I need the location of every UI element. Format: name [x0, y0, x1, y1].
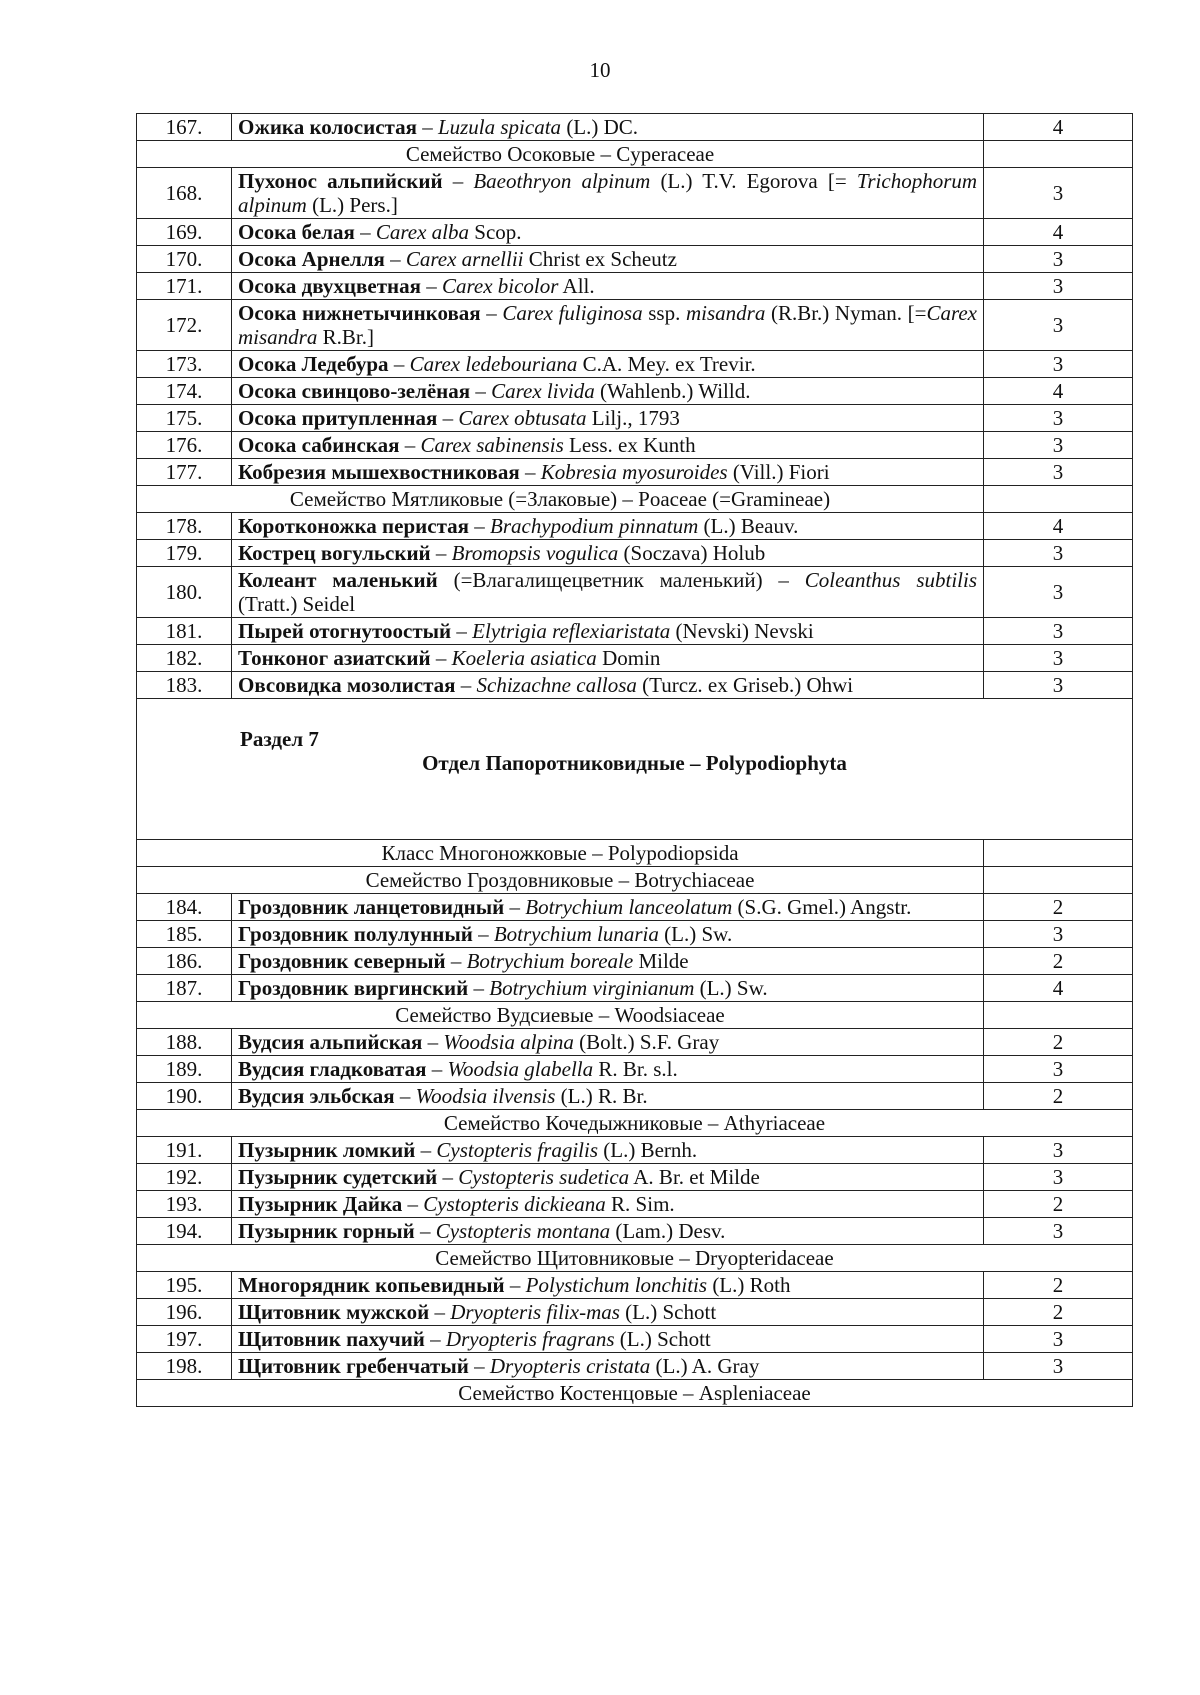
row-number: 167. — [137, 114, 232, 141]
row-number: 183. — [137, 672, 232, 699]
species-name-ru: Вудсия альпийская — [238, 1030, 423, 1054]
species-author: (L.) R. Br. — [560, 1084, 648, 1108]
family-row — [137, 1002, 1133, 1029]
table-row — [137, 273, 1133, 300]
species-name-latin: Carex livida — [491, 379, 595, 403]
table-row — [137, 1191, 1133, 1218]
species-name-latin: Cystopteris sudetica — [458, 1165, 630, 1189]
table-row — [137, 114, 1133, 141]
species-name-ru: Овсовидка мозолистая — [238, 673, 456, 697]
rarity-category: 3 — [984, 1056, 1133, 1083]
rarity-category: 4 — [984, 378, 1133, 405]
rarity-category: 4 — [984, 114, 1133, 141]
species-name-cell: Пузырник Дайка – Cystopteris dickieana R. Sim. — [232, 1191, 984, 1218]
species-name-cell: Пырей отогнутоостый – Elytrigia reflexiaristata (Nevski) Nevski — [232, 618, 984, 645]
species-name-latin: Coleanthus subtilis — [804, 568, 978, 592]
species-name-ru: Щитовник мужской — [238, 1300, 430, 1324]
table-row — [137, 1083, 1133, 1110]
species-name-ru: Пырей отогнутоостый — [238, 619, 452, 643]
table-row — [137, 459, 1133, 486]
species-name-cell: Пузырник судетский – Cystopteris sudetica A. Br. et Milde — [232, 1164, 984, 1191]
species-name-cell: Пухонос альпийский – Baeothryon alpinum (L.) T.V. Egorova [= Trichophorum alpinum (L.) Pers.] — [232, 168, 984, 219]
species-name-latin: Dryopteris cristata — [489, 1354, 651, 1378]
species-author: Less. ex Kunth — [569, 433, 696, 457]
species-name-cell: Кострец вогульский – Bromopsis vogulica (Soczava) Holub — [232, 540, 984, 567]
species-name-cell: Вудсия альпийская – Woodsia alpina (Bolt.) S.F. Gray — [232, 1029, 984, 1056]
species-name-cell: Осока сабинская – Carex sabinensis Less. ex Kunth — [232, 432, 984, 459]
table-row — [137, 405, 1133, 432]
table-row — [137, 351, 1133, 378]
row-number: 170. — [137, 246, 232, 273]
species-author: Domin — [602, 646, 661, 670]
row-number: 193. — [137, 1191, 232, 1218]
table-row — [137, 1326, 1133, 1353]
family-row — [137, 840, 1133, 867]
species-author: (Tratt.) Seidel — [238, 592, 356, 616]
species-author: (Wahlenb.) Willd. — [600, 379, 751, 403]
row-number: 174. — [137, 378, 232, 405]
species-name-cell: Осока белая – Carex alba Scop. — [232, 219, 984, 246]
species-author: (Soczava) Holub — [623, 541, 766, 565]
row-number: 191. — [137, 1137, 232, 1164]
species-author: (Bolt.) S.F. Gray — [579, 1030, 720, 1054]
table-row — [137, 894, 1133, 921]
rarity-category: 3 — [984, 540, 1133, 567]
rarity-category: 2 — [984, 1272, 1133, 1299]
species-author: ssp. — [648, 301, 681, 325]
species-author: C.A. Mey. ex Trevir. — [582, 352, 756, 376]
species-name-latin: Koeleria asiatica — [451, 646, 597, 670]
species-name-ru: Пузырник горный — [238, 1219, 415, 1243]
row-number: 176. — [137, 432, 232, 459]
species-name-ru: Пузырник ломкий — [238, 1138, 416, 1162]
table-row — [137, 246, 1133, 273]
species-author: (L.) Bernh. — [603, 1138, 698, 1162]
species-author: Christ ex Scheutz — [528, 247, 677, 271]
section-title: Отдел Папоротниковидные – Polypodiophyta — [422, 751, 847, 775]
table-body-after — [137, 840, 1133, 1407]
species-synonym2-latin: Carex misandra — [238, 301, 977, 349]
rarity-category: 2 — [984, 1191, 1133, 1218]
species-author: (Turcz. ex Griseb.) Ohwi — [642, 673, 854, 697]
table-row — [137, 1353, 1133, 1380]
species-name-latin: Cystopteris fragilis — [436, 1138, 598, 1162]
species-name-cell: Колеант маленький (=Влагалищецветник маленький) – Coleanthus subtilis (Tratt.) Seidel — [232, 567, 984, 618]
species-author: (Vill.) Fiori — [732, 460, 830, 484]
species-name-ru: Пузырник Дайка — [238, 1192, 403, 1216]
species-name-latin: Bromopsis vogulica — [451, 541, 619, 565]
table-row — [137, 168, 1133, 219]
species-name-ru: Осока сабинская — [238, 433, 400, 457]
species-name-latin: Elytrigia reflexiaristata — [472, 619, 671, 643]
family-row — [137, 1245, 1133, 1272]
table-row — [137, 921, 1133, 948]
species-synonym-author: (R.Br.) Nyman. [= — [770, 301, 927, 325]
species-name-ru: Вудсия гладковатая — [238, 1057, 427, 1081]
row-number: 179. — [137, 540, 232, 567]
species-name-latin: Botrychium boreale — [466, 949, 634, 973]
rarity-category: 3 — [984, 432, 1133, 459]
species-author: R. Sim. — [611, 1192, 675, 1216]
species-name-ru: Осока двухцветная — [238, 274, 421, 298]
species-author: (L.) Beauv. — [703, 514, 799, 538]
species-name-cell: Ожика колосистая – Luzula spicata (L.) DC. — [232, 114, 984, 141]
species-synonym-latin: misandra — [685, 301, 766, 325]
species-name-cell: Кобрезия мышехвостниковая – Kobresia myosuroides (Vill.) Fiori — [232, 459, 984, 486]
species-author: Milde — [638, 949, 689, 973]
species-name-latin: Woodsia ilvensis — [415, 1084, 556, 1108]
rarity-category: 3 — [984, 672, 1133, 699]
species-author: (L.) Schott — [619, 1327, 711, 1351]
family-row — [137, 1380, 1133, 1407]
row-number: 192. — [137, 1164, 232, 1191]
species-author: (S.G. Gmel.) Angstr. — [737, 895, 912, 919]
row-number: 197. — [137, 1326, 232, 1353]
family-category-cell — [984, 840, 1133, 867]
species-name-cell: Щитовник мужской – Dryopteris filix-mas (L.) Schott — [232, 1299, 984, 1326]
table-row — [137, 1029, 1133, 1056]
table-row — [137, 219, 1133, 246]
species-name-latin: Carex fuliginosa — [502, 301, 643, 325]
species-name-ru: Коротконожка перистая — [238, 514, 470, 538]
row-number: 198. — [137, 1353, 232, 1380]
species-name-cell: Гроздовник северный – Botrychium boreale Milde — [232, 948, 984, 975]
species-name-ru: Осока белая — [238, 220, 355, 244]
species-name-ru: Гроздовник северный — [238, 949, 446, 973]
rarity-category: 2 — [984, 1083, 1133, 1110]
species-name-latin: Botrychium lunaria — [493, 922, 659, 946]
species-name-cell: Щитовник пахучий – Dryopteris fragrans (L.) Schott — [232, 1326, 984, 1353]
species-name-latin: Carex alba — [375, 220, 470, 244]
family-name: Семейство Кочедыжниковые – Athyriaceae — [137, 1110, 1133, 1137]
family-category-cell — [984, 1002, 1133, 1029]
family-name: Семейство Щитовниковые – Dryopteridaceae — [137, 1245, 1133, 1272]
species-synonym-author: (L.) Pers.] — [312, 193, 398, 217]
family-name: Семейство Мятликовые (=Злаковые) – Poaceae (=Gramineae) — [137, 486, 984, 513]
table-row — [137, 1164, 1133, 1191]
rarity-category: 4 — [984, 219, 1133, 246]
rarity-category: 2 — [984, 894, 1133, 921]
species-name-latin: Carex arnellii — [405, 247, 524, 271]
species-name-latin: Carex sabinensis — [420, 433, 564, 457]
rarity-category: 2 — [984, 1299, 1133, 1326]
species-name-ru: Осока Арнелля — [238, 247, 385, 271]
section-cell — [137, 699, 1133, 840]
species-name-latin: Cystopteris montana — [435, 1219, 611, 1243]
rarity-category: 3 — [984, 1326, 1133, 1353]
species-name-cell: Гроздовник ланцетовидный – Botrychium lanceolatum (S.G. Gmel.) Angstr. — [232, 894, 984, 921]
species-name-latin: Kobresia myosuroides — [540, 460, 728, 484]
species-name-cell: Многорядник копьевидный – Polystichum lonchitis (L.) Roth — [232, 1272, 984, 1299]
table-row — [137, 948, 1133, 975]
species-author: (L.) DC. — [566, 115, 639, 139]
species-name-ru: Кострец вогульский — [238, 541, 431, 565]
family-category-cell — [984, 486, 1133, 513]
row-number: 169. — [137, 219, 232, 246]
species-name-ru: Тонконог азиатский — [238, 646, 431, 670]
species-name-cell: Коротконожка перистая – Brachypodium pinnatum (L.) Beauv. — [232, 513, 984, 540]
family-name: Семейство Осоковые – Cyperaceae — [137, 141, 984, 168]
species-name-ru: Гроздовник ланцетовидный — [238, 895, 505, 919]
species-name-latin: Polystichum lonchitis — [525, 1273, 708, 1297]
row-number: 177. — [137, 459, 232, 486]
row-number: 187. — [137, 975, 232, 1002]
rarity-category: 3 — [984, 459, 1133, 486]
family-name: Семейство Вудсиевые – Woodsiaceae — [137, 1002, 984, 1029]
rarity-category: 3 — [984, 351, 1133, 378]
table-row — [137, 1056, 1133, 1083]
family-row — [137, 486, 1133, 513]
row-number: 181. — [137, 618, 232, 645]
species-name-cell: Пузырник горный – Cystopteris montana (Lam.) Desv. — [232, 1218, 984, 1245]
species-name-latin: Carex obtusata — [458, 406, 587, 430]
table-row — [137, 513, 1133, 540]
species-name-latin: Brachypodium pinnatum — [490, 514, 699, 538]
family-row — [137, 867, 1133, 894]
species-name-latin: Dryopteris filix-mas — [450, 1300, 620, 1324]
species-name-cell: Тонконог азиатский – Koeleria asiatica Domin — [232, 645, 984, 672]
table-row — [137, 1218, 1133, 1245]
species-author: (L.) T.V. Egorova [= — [660, 169, 847, 193]
rarity-category: 3 — [984, 405, 1133, 432]
species-name-cell: Пузырник ломкий – Cystopteris fragilis (L.) Bernh. — [232, 1137, 984, 1164]
row-number: 173. — [137, 351, 232, 378]
species-name-latin: Cystopteris dickieana — [423, 1192, 606, 1216]
species-name-ru: Гроздовник полулунный — [238, 922, 473, 946]
family-row — [137, 1110, 1133, 1137]
row-number: 195. — [137, 1272, 232, 1299]
species-name-ru: Осока свинцово-зелёная — [238, 379, 471, 403]
family-row — [137, 141, 1133, 168]
rarity-category: 4 — [984, 975, 1133, 1002]
rarity-category: 3 — [984, 1353, 1133, 1380]
species-name-cell: Осока Ледебура – Carex ledebouriana C.A. Mey. ex Trevir. — [232, 351, 984, 378]
table-row — [137, 645, 1133, 672]
table-row — [137, 975, 1133, 1002]
species-name-ru: Колеант маленький — [238, 568, 438, 592]
species-name-ru: Ожика колосистая — [238, 115, 417, 139]
page-number: 10 — [589, 58, 611, 82]
family-category-cell — [984, 141, 1133, 168]
species-name-ru: Осока Ледебура — [238, 352, 389, 376]
species-author: (L.) A. Gray — [655, 1354, 760, 1378]
species-name-latin: Schizachne callosa — [476, 673, 637, 697]
species-name-latin: Carex ledebouriana — [409, 352, 578, 376]
species-author: (L.) Sw. — [664, 922, 733, 946]
rarity-category: 3 — [984, 645, 1133, 672]
species-name-latin: Carex bicolor — [441, 274, 559, 298]
table-row — [137, 540, 1133, 567]
species-name-cell: Вудсия гладковатая – Woodsia glabella R. Br. s.l. — [232, 1056, 984, 1083]
species-author: (L.) Roth — [712, 1273, 791, 1297]
table-row — [137, 672, 1133, 699]
species-synonym2-author: R.Br.] — [322, 325, 374, 349]
table-row — [137, 378, 1133, 405]
family-name: Семейство Костенцовые – Aspleniaceae — [137, 1380, 1133, 1407]
species-synonym-latin: Trichophorum alpinum — [238, 169, 978, 217]
species-table — [136, 113, 1133, 1407]
species-name-cell: Осока нижнетычинковая – Carex fuliginosa ssp. misandra (R.Br.) Nyman. [=Carex misandra R.Br.] — [232, 300, 984, 351]
row-number: 184. — [137, 894, 232, 921]
table-row — [137, 1137, 1133, 1164]
species-name-alt: (=Влагалищецветник маленький) — [453, 568, 763, 592]
species-name-ru: Щитовник гребенчатый — [238, 1354, 469, 1378]
row-number: 189. — [137, 1056, 232, 1083]
section-label: Раздел 7 — [240, 727, 319, 751]
species-name-latin: Baeothryon alpinum — [473, 169, 651, 193]
table-row — [137, 618, 1133, 645]
rarity-category: 3 — [984, 168, 1133, 219]
row-number: 190. — [137, 1083, 232, 1110]
species-name-cell: Овсовидка мозолистая – Schizachne callosa (Turcz. ex Griseb.) Ohwi — [232, 672, 984, 699]
species-name-ru: Вудсия эльбская — [238, 1084, 395, 1108]
species-name-cell: Щитовник гребенчатый – Dryopteris cristata (L.) A. Gray — [232, 1353, 984, 1380]
table-row — [137, 1272, 1133, 1299]
rarity-category: 2 — [984, 948, 1133, 975]
row-number: 185. — [137, 921, 232, 948]
species-name-cell: Осока свинцово-зелёная – Carex livida (Wahlenb.) Willd. — [232, 378, 984, 405]
species-name-ru: Многорядник копьевидный — [238, 1273, 505, 1297]
rarity-category: 3 — [984, 246, 1133, 273]
rarity-category: 3 — [984, 1164, 1133, 1191]
species-author: (Nevski) Nevski — [675, 619, 814, 643]
row-number: 186. — [137, 948, 232, 975]
species-name-latin: Dryopteris fragrans — [445, 1327, 615, 1351]
row-number: 175. — [137, 405, 232, 432]
species-name-cell: Осока Арнелля – Carex arnellii Christ ex Scheutz — [232, 246, 984, 273]
rarity-category: 3 — [984, 567, 1133, 618]
rarity-category: 3 — [984, 300, 1133, 351]
species-name-latin: Woodsia alpina — [443, 1030, 574, 1054]
rarity-category: 3 — [984, 273, 1133, 300]
species-name-latin: Woodsia glabella — [447, 1057, 594, 1081]
row-number: 178. — [137, 513, 232, 540]
row-number: 172. — [137, 300, 232, 351]
family-name: Семейство Гроздовниковые – Botrychiaceae — [137, 867, 984, 894]
species-name-ru: Осока нижнетычинковая — [238, 301, 481, 325]
family-name: Класс Многоножковые – Polypodiopsida — [137, 840, 984, 867]
species-name-ru: Пузырник судетский — [238, 1165, 438, 1189]
species-author: (Lam.) Desv. — [615, 1219, 726, 1243]
rarity-category: 4 — [984, 513, 1133, 540]
row-number: 196. — [137, 1299, 232, 1326]
family-category-cell — [984, 867, 1133, 894]
rarity-category: 3 — [984, 1218, 1133, 1245]
row-number: 168. — [137, 168, 232, 219]
species-name-latin: Luzula spicata — [437, 115, 562, 139]
species-name-ru: Щитовник пахучий — [238, 1327, 425, 1351]
row-number: 171. — [137, 273, 232, 300]
rarity-category: 3 — [984, 921, 1133, 948]
species-author: All. — [562, 274, 595, 298]
species-author: A. Br. et Milde — [633, 1165, 760, 1189]
row-number: 194. — [137, 1218, 232, 1245]
table-row — [137, 300, 1133, 351]
species-name-cell: Гроздовник виргинский – Botrychium virginianum (L.) Sw. — [232, 975, 984, 1002]
species-author: (L.) Sw. — [699, 976, 768, 1000]
table-row — [137, 432, 1133, 459]
species-name-ru: Осока притупленная — [238, 406, 438, 430]
table-body-before — [137, 114, 1133, 699]
section-block — [137, 699, 1133, 840]
species-name-cell: Осока двухцветная – Carex bicolor All. — [232, 273, 984, 300]
species-author: R. Br. s.l. — [598, 1057, 678, 1081]
species-name-ru: Гроздовник виргинский — [238, 976, 469, 1000]
table-row — [137, 1299, 1133, 1326]
rarity-category: 3 — [984, 618, 1133, 645]
section-row — [137, 699, 1133, 840]
table-row — [137, 567, 1133, 618]
row-number: 188. — [137, 1029, 232, 1056]
species-name-cell: Вудсия эльбская – Woodsia ilvensis (L.) R. Br. — [232, 1083, 984, 1110]
species-name-latin: Botrychium virginianum — [489, 976, 695, 1000]
species-author: (L.) Schott — [625, 1300, 717, 1324]
species-author: Lilj., 1793 — [591, 406, 680, 430]
rarity-category: 2 — [984, 1029, 1133, 1056]
species-author: Scop. — [474, 220, 522, 244]
species-name-ru: Пухонос альпийский — [238, 169, 443, 193]
rarity-category: 3 — [984, 1137, 1133, 1164]
species-name-ru: Кобрезия мышехвостниковая — [238, 460, 520, 484]
species-name-cell: Осока притупленная – Carex obtusata Lilj., 1793 — [232, 405, 984, 432]
row-number: 182. — [137, 645, 232, 672]
row-number: 180. — [137, 567, 232, 618]
species-name-cell: Гроздовник полулунный – Botrychium lunaria (L.) Sw. — [232, 921, 984, 948]
species-name-latin: Botrychium lanceolatum — [525, 895, 733, 919]
